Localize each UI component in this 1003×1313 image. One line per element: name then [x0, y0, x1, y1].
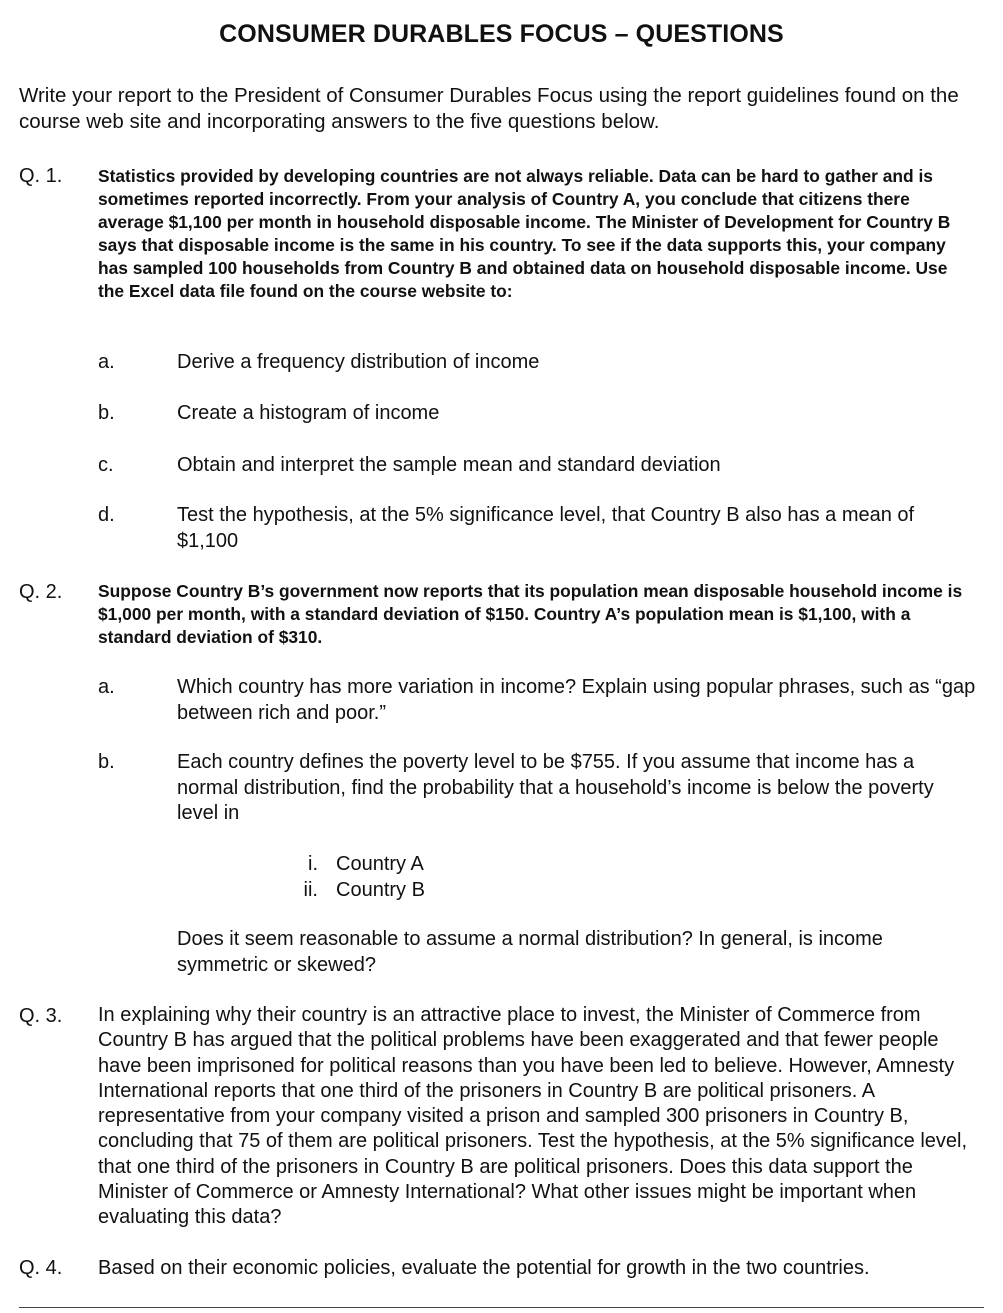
item-letter: a. — [98, 676, 115, 698]
page-title: CONSUMER DURABLES FOCUS – QUESTIONS — [219, 20, 784, 48]
subitem-number: ii. — [303, 879, 318, 901]
item-text: Derive a frequency distribution of income — [177, 351, 540, 373]
subitem-text: Country B — [336, 879, 425, 901]
question-text: Suppose Country B’s government now reports that its population mean disposable household income is $1,000 per month, with a standard deviation of $150. Country A’s population mean is $1,100, with a standard deviation of $310. — [98, 581, 963, 647]
subitem-text: Country A — [336, 853, 424, 875]
followup-text: Does it seem reasonable to assume a normal distribution? In general, is income symmetric or skewed? — [177, 928, 883, 976]
question-number: Q. 4. — [19, 1257, 63, 1279]
item-letter: b. — [98, 402, 115, 424]
question-text: In explaining why their country is an attractive place to invest, the Minister of Commerce from Country B has argued that the political problems have been exaggerated and that fewer people have been imprisoned for political reasons than you have been led to believe. However, Amnesty International reports that one third of the prisoners in Country B are political prisoners. A representative from your company visited a prison and sampled 300 prisoners in Country B, concluding that 75 of them are political prisoners. Test the hypothesis, at the 5% significance level, that one third of the prisoners in Country B are political prisoners. Does this data support the Minister of Commerce or Amnesty International? What other issues might be important when evaluating this data? — [98, 1004, 968, 1229]
page-divider — [19, 1307, 984, 1308]
item-text: Test the hypothesis, at the 5% significance level, that Country B also has a mean of $1,100 — [177, 504, 915, 552]
item-letter: c. — [98, 454, 114, 476]
question-number: Q. 1. — [19, 165, 63, 187]
item-letter: d. — [98, 504, 115, 526]
question-number: Q. 3. — [19, 1005, 63, 1027]
item-text: Which country has more variation in income? Explain using popular phrases, such as “gap between rich and poor.” — [177, 676, 976, 724]
intro-paragraph: Write your report to the President of Consumer Durables Focus using the report guidelines found on the course web site and incorporating answers to the five questions below. — [19, 84, 959, 133]
item-letter: a. — [98, 351, 115, 373]
subitem-number: i. — [308, 853, 318, 875]
question-number: Q. 2. — [19, 581, 63, 603]
item-letter: b. — [98, 751, 115, 773]
item-text: Create a histogram of income — [177, 402, 440, 424]
question-text: Based on their economic policies, evaluate the potential for growth in the two countries. — [98, 1257, 870, 1279]
question-text: Statistics provided by developing countries are not always reliable. Data can be hard to gather and is sometimes reported incorrectly. From your analysis of Country A, you conclude that citizens there average $1,100 per month in household disposable income. The Minister of Development for Country B says that disposable income is the same in his country. To see if the data supports this, your company has sampled 100 households from Country B and obtained data on household disposable income. Use the Excel data file found on the course website to: — [98, 166, 951, 301]
item-text: Obtain and interpret the sample mean and standard deviation — [177, 454, 721, 476]
item-text: Each country defines the poverty level to be $755. If you assume that income has a normal distribution, find the probability that a household’s income is below the poverty level in — [177, 751, 934, 824]
